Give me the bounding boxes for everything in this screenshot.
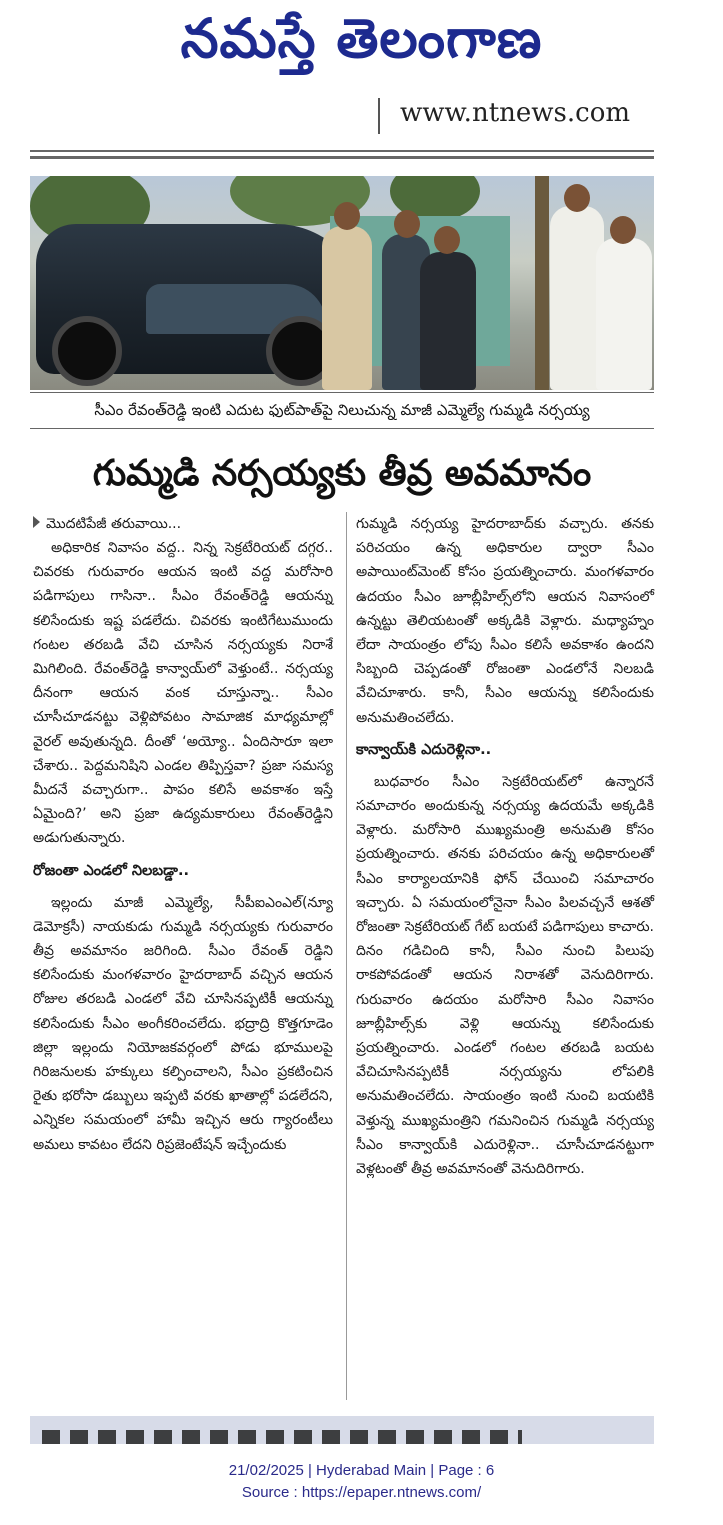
subheading: రోజంతా ఎండలో నిలబడ్డా..	[33, 862, 189, 879]
cropped-headline-decoration	[42, 1430, 522, 1444]
newspaper-logo: నమస్తే తెలంగాణ	[180, 7, 543, 70]
caption-rule-top	[30, 392, 654, 393]
paragraph: గుమ్మడి నర్సయ్య హైదరాబాద్‌కు వచ్చారు. తనకు పరిచయం ఉన్న అధికారుల ద్వారా సీఎం అపాయింట్‌మెంట్ కోసం ప్రయత్నించారు. మంగళవారం ఉదయం సీఎం జూబ్లీహిల్స్‌లోని ఆయన నివాసంలో ఉన్నట్టు తెలియటంతో అక్కడికి వెళ్లారు. మధ్యాహ్నం లేదా సాయంత్రం లోపు సీఎం కలిసే అవకాశం ఉందని సిబ్బంది చెప్పడంతో రోజంతా ఎండలోనే నిలబడి వేచిచూశారు. కానీ, సీఎం ఆయన్ను కలిసేందుకు అనుమతించలేదు.	[356, 516, 654, 726]
next-article-band	[30, 1416, 654, 1444]
footer-date-page: 21/02/2025 | Hyderabad Main | Page : 6	[228, 1462, 495, 1479]
caption-rule-bottom	[30, 428, 654, 429]
news-photo	[30, 176, 654, 390]
website-url: www.ntnews.com	[400, 98, 631, 128]
paragraph: బుధవారం సీఎం సెక్రటేరియట్‌లో ఉన్నారనే సమాచారం అందుకున్న నర్సయ్య ఉదయమే అక్కడికి వెళ్లారు. మరోసారి ముఖ్యమంత్రి అనుమతి కోసం ప్రయత్నించారు. తనకు పరిచయం ఉన్న అధికారులతో సీఎం కార్యాలయానికి ఫోన్ చేయించి సమాచారం ఇచ్చారు. ఏ సమయంలోనైనా సీఎం పిలవచ్చనే ఆశతో రోజంతా సెక్రటేరియట్ గేట్ బయటే పడిగాపులు కాచారు. దినం గడిచింది కానీ, సీఎం నుంచి పిలుపు రాకపోవడంతో ఆయన నిరాశతో వెనుదిరిగారు. గురువారం ఉదయం మరోసారి సీఎం నివాసం జూబ్లీహిల్స్‌కు వెళ్లి ఆయన్ను కలిసేందుకు ప్రయత్నించారు. ఎండలో గంటల తరబడి బయట వేచిచూసినప్పటికీ నర్సయ్యను లోపలికి అనుమతించలేదు. సాయంత్రం ఇంటి నుంచి బయటికి వెళ్తున్న ముఖ్యమంత్రిని గమనించిన గుమ్మడి నర్సయ్య సీఎం కాన్వాయ్‌కి ఎదురెళ్లినా.. చూసీచూడనట్టుగా వెళ్లటంతో తీవ్ర అవమానంతో వెనుదిరిగారు.	[356, 773, 654, 1178]
page-footer	[0, 1460, 723, 1504]
arrow-icon	[33, 516, 40, 528]
continuation-note	[33, 512, 333, 536]
continuation-text: మొదటిపేజీ తరువాయి...	[46, 516, 182, 532]
footer-source[interactable]: Source : https://epaper.ntnews.com/	[241, 1484, 482, 1501]
website-url-box	[378, 98, 660, 134]
photo-caption: సీఎం రేవంత్‌రెడ్డి ఇంటి ఎదుట ఫుట్‌పాత్‌పై నిలుచున్న మాజీ ఎమ్మెల్యే గుమ్మడి నర్సయ్య	[94, 401, 590, 419]
masthead	[0, 0, 723, 80]
column-separator	[346, 512, 347, 1400]
article-headline: గుమ్మడి నర్సయ్యకు తీవ్ర అవమానం	[92, 453, 592, 494]
paragraph: అధికారిక నివాసం వద్ద.. నిన్న సెక్రటేరియట్ దగ్గర.. చివరకు గురువారం ఆయన ఇంటి వద్ద మరోసారి పడిగాపులు గాసినా.. సీఎం రేవంత్‌రెడ్డి ఆయన్ను కలిసేందుకు ఇష్ట పడలేదు. చివరకు ఇంటిగేటుముందు గంటల తరబడి వేచి చూసిన నర్సయ్యకు నిరాశే మిగిలింది. రేవంత్‌రెడ్డి కాన్వాయ్‌లో వెళ్తుంటే.. నర్సయ్య దీనంగా ఆయన వంక చూస్తున్నా.. సీఎం చూసీచూడనట్టు వెళ్లిపోవటం సామాజిక మాధ్యమాల్లో వైరల్ అవుతున్నది. దీంతో ‘అయ్యో.. ఏందిసారూ ఇలా చేశారు.. పెద్దమనిషిని ఎండల తిప్పిస్తవా? ప్రజా సమస్య మీదనే వచ్చారుగా.. పాపం కలిసే అవకాశం ఇస్తే ఏమైంది?’ అని ప్రజా ఉద్యమకారులు రేవంత్‌రెడ్డిని అడుగుతున్నారు.	[33, 540, 333, 847]
header-rule	[30, 150, 654, 152]
header-rule-thick	[30, 156, 654, 159]
paragraph: ఇల్లందు మాజీ ఎమ్మెల్యే, సీపీఐఎంఎల్(న్యూ డెమోక్రసీ) నాయకుడు గుమ్మడి నర్సయ్యకు గురువారం తీవ్ర అవమానం జరిగింది. సీఎం రేవంత్ రెడ్డిని కలిసేందుకు మంగళవారం హైదరాబాద్ వచ్చిన ఆయన రోజుల తరబడి ఎండలో వేచి చూసినప్పటికీ ఆయన్ను కలిసేందుకు సీఎం అంగీకరించలేదు. భద్రాద్రి కొత్తగూడెం జిల్లా ఇల్లందు నియోజకవర్గంలో పోడు భూములపై గిరిజనులకు హక్కులు కల్పించాలని, సీఎం ప్రకటించిన రైతు భరోసా డబ్బులు ఇప్పటి వరకు ఖాతాల్లో పడలేదని, ఎన్నికల సమయంలో హామీ ఇచ్చిన ఆరు గ్యారంటీలు అమలు కావటం లేదని రిప్రజెంటేషన్ ఇచ్చేందుకు	[33, 894, 333, 1153]
article-column-left	[33, 512, 333, 1157]
article-column-right	[356, 512, 654, 1181]
subheading: కాన్వాయ్‌కి ఎదురెళ్లినా..	[356, 741, 492, 758]
